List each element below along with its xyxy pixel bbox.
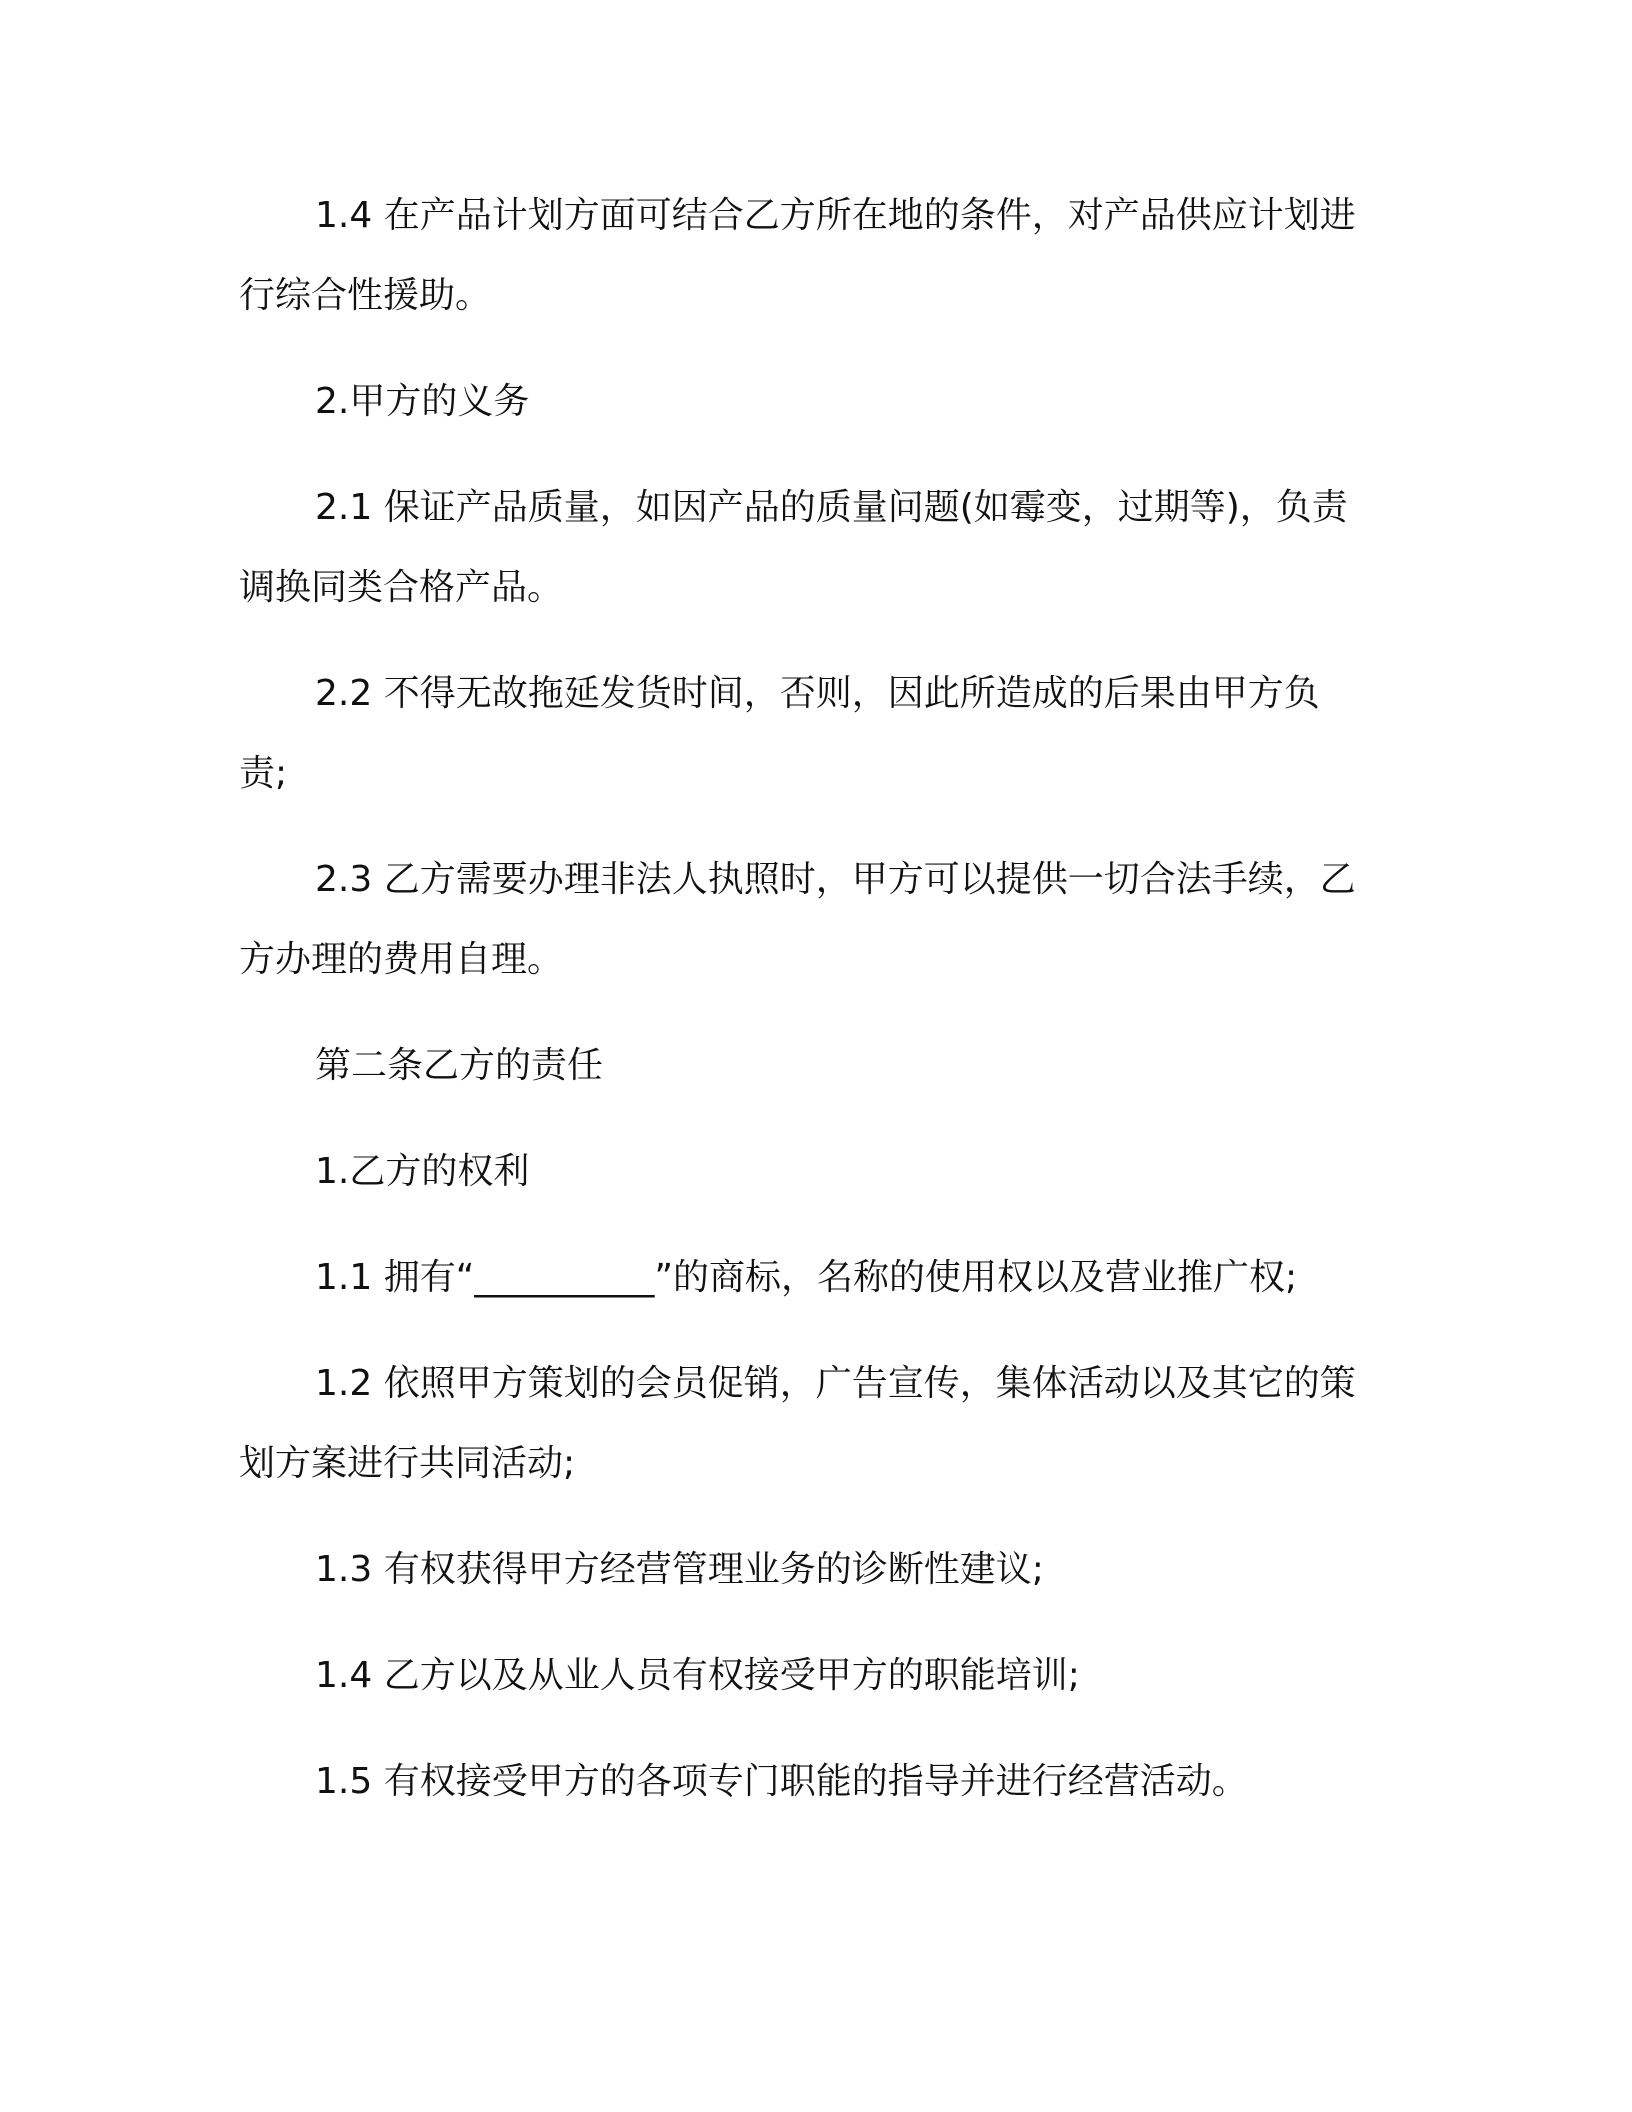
paragraph-1-5-guidance	[239, 1742, 1399, 1822]
paragraph-line: 1.2 依照甲方策划的会员促销，广告宣传，集体活动以及其它的策	[315, 1363, 1356, 1404]
article-heading-party-b-responsibility	[239, 1026, 1399, 1106]
paragraph-1-2-promotion	[239, 1344, 1399, 1504]
paragraph-1-4-product-plan	[239, 176, 1399, 336]
paragraph-2-2-delivery	[239, 654, 1399, 814]
paragraph-line: 2.1 保证产品质量，如因产品的质量问题(如霉变，过期等)，负责	[315, 487, 1348, 528]
paragraph-2-3-license	[239, 840, 1399, 1000]
paragraph-2-1-quality	[239, 468, 1399, 628]
paragraph-line: 责;	[239, 753, 288, 794]
paragraph-line: 2.甲方的义务	[315, 381, 530, 422]
paragraph-1-3-advice	[239, 1530, 1399, 1610]
paragraph-line: 第二条乙方的责任	[315, 1045, 604, 1086]
paragraph-line: 1.3 有权获得甲方经营管理业务的诊断性建议;	[315, 1549, 1044, 1590]
paragraph-line: 1.5 有权接受甲方的各项专门职能的指导并进行经营活动。	[315, 1761, 1248, 1802]
paragraph-line: 调换同类合格产品。	[239, 567, 564, 608]
paragraph-line: 2.3 乙方需要办理非法人执照时，甲方可以提供一切合法手续，乙	[315, 859, 1356, 900]
document-body	[239, 176, 1399, 1848]
paragraph-line: 1.4 乙方以及从业人员有权接受甲方的职能培训;	[315, 1655, 1080, 1696]
paragraph-line: 2.2 不得无故拖延发货时间，否则，因此所造成的后果由甲方负	[315, 673, 1320, 714]
section-heading-party-b-rights	[239, 1132, 1399, 1212]
section-heading-party-a-obligations	[239, 362, 1399, 442]
paragraph-1-4-training	[239, 1636, 1399, 1716]
paragraph-line: 划方案进行共同活动;	[239, 1443, 576, 1484]
paragraph-line: 1.4 在产品计划方面可结合乙方所在地的条件，对产品供应计划进	[315, 195, 1356, 236]
paragraph-line: 1.乙方的权利	[315, 1151, 530, 1192]
paragraph-line: 行综合性援助。	[239, 275, 492, 316]
paragraph-line: 1.1 拥有“__________”的商标，名称的使用权以及营业推广权;	[315, 1257, 1298, 1298]
paragraph-1-1-trademark	[239, 1238, 1399, 1318]
paragraph-line: 方办理的费用自理。	[239, 939, 564, 980]
